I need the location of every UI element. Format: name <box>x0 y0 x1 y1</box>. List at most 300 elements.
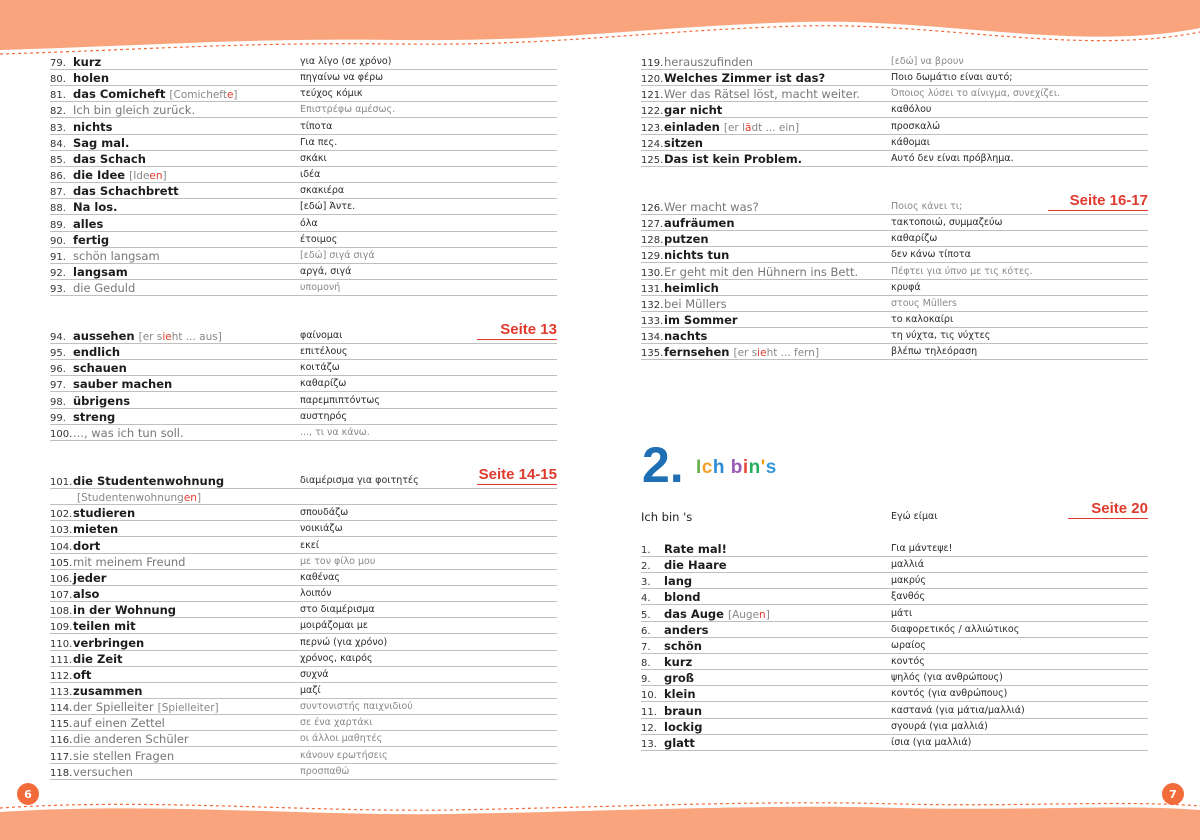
chapter-number: 2. <box>642 437 684 493</box>
german-word: kurz <box>664 655 693 670</box>
vocab-number: 95. <box>50 348 66 360</box>
greek-translation: φαίνομαι <box>300 330 343 341</box>
greek-translation: κρυφά <box>891 281 921 293</box>
vocab-number: 3. <box>641 577 651 589</box>
german-word: sitzen <box>664 135 703 150</box>
greek-translation: κοντός (για ανθρώπους) <box>891 688 1008 700</box>
german-word: teilen mit <box>73 619 136 634</box>
german-word: der Spielleiter <box>73 700 154 715</box>
chapter-title-letter: h <box>712 457 725 478</box>
vocab-row <box>641 718 1148 735</box>
vocab-number: 83. <box>50 122 66 134</box>
vocab-number: 119. <box>641 58 664 69</box>
german-word: das Comicheft <box>73 87 166 102</box>
vocab-number: 98. <box>50 396 66 408</box>
vocab-row <box>50 150 557 167</box>
plural-form: [Augen] <box>727 608 770 621</box>
greek-translation: ψηλός (για ανθρώπους) <box>891 672 1003 684</box>
vocab-row <box>50 424 557 441</box>
german-word: ..., was ich tun soll. <box>73 425 184 440</box>
vocab-row <box>50 666 557 683</box>
german-word: alles <box>73 216 104 231</box>
german-word: Ich bin 's <box>641 510 693 524</box>
german-word: gar nicht <box>664 103 723 118</box>
vocab-row <box>50 408 557 425</box>
plural-form: [er sieht ... fern] <box>733 347 820 360</box>
greek-translation: καθένας <box>300 571 340 583</box>
greek-translation: κοιτάζω <box>300 362 340 374</box>
german-word: auf einen Zettel <box>73 716 165 731</box>
vocab-number: 114. <box>50 703 73 715</box>
vocab-number: 7. <box>641 641 651 653</box>
greek-translation: καθαρίζω <box>300 378 347 390</box>
vocab-number: 117. <box>50 751 73 763</box>
vocab-number: 129. <box>641 251 664 263</box>
greek-translation: μαζί <box>300 684 321 696</box>
chapter-title-letter: c <box>701 457 713 478</box>
vocab-number: 99. <box>50 412 66 424</box>
greek-translation: περνώ (για χρόνο) <box>300 636 388 648</box>
vocab-number: 131. <box>641 283 664 295</box>
german-word: die Geduld <box>73 281 136 296</box>
vocab-number: 9. <box>641 674 651 686</box>
vocab-row <box>50 504 557 521</box>
vocab-row <box>641 295 1148 312</box>
german-word: bei Müllers <box>664 296 727 311</box>
greek-translation: εκεί <box>300 539 320 551</box>
vocab-row <box>641 669 1148 686</box>
page-reference-heading: Seite 14-15 <box>478 466 557 483</box>
vocab-number: 106. <box>50 573 73 585</box>
vocab-number: 91. <box>50 251 66 263</box>
vocab-number: 80. <box>50 74 66 86</box>
greek-translation: διαμέρισμα για φοιτητές <box>300 475 419 486</box>
german-word: putzen <box>664 232 709 247</box>
vocab-number: 84. <box>50 138 66 150</box>
german-word: einladen <box>664 119 720 134</box>
german-word: Welches Zimmer ist das? <box>664 71 826 86</box>
vocab-row <box>50 198 557 215</box>
vocab-number: 133. <box>641 316 664 328</box>
greek-translation: διαφορετικός / αλλιώτικος <box>891 623 1020 635</box>
chapter-subtitle-row <box>641 508 1061 524</box>
german-word: schön <box>664 638 702 653</box>
german-word: nichts tun <box>664 248 730 263</box>
plural-form: [Ideen] <box>129 170 167 183</box>
greek-translation: δεν κάνω τίποτα <box>891 249 971 261</box>
vocab-number: 134. <box>641 332 664 344</box>
german-word: zusammen <box>73 683 143 698</box>
german-word: holen <box>73 71 110 86</box>
vocab-row <box>50 617 557 634</box>
vocab-row <box>641 653 1148 670</box>
vocab-number: 90. <box>50 235 66 247</box>
german-word: nachts <box>664 329 708 344</box>
greek-translation: τεύχος κόμικ <box>300 88 363 100</box>
german-word: die Studentenwohnung <box>73 474 225 488</box>
german-word: herauszufinden <box>664 55 753 69</box>
german-word: nichts <box>73 119 113 134</box>
german-word: die Zeit <box>73 651 123 666</box>
greek-translation: πηγαίνω να φέρω <box>300 72 384 84</box>
vocab-row <box>50 375 557 392</box>
vocab-number: 101. <box>50 477 73 488</box>
page-reference-heading: Seite 16-17 <box>1048 192 1148 211</box>
german-word: lang <box>664 574 693 589</box>
vocab-row <box>641 588 1148 605</box>
vocab-row <box>50 537 557 554</box>
german-word: Sag mal. <box>73 135 130 150</box>
vocab-number: 86. <box>50 171 66 183</box>
vocab-row <box>641 134 1148 151</box>
vocab-number: 135. <box>641 348 664 360</box>
greek-translation: ωραίος <box>891 639 926 651</box>
greek-translation: κάθομαι <box>891 136 931 148</box>
vocab-number: 118. <box>50 767 73 779</box>
vocab-number: 11. <box>641 706 657 718</box>
greek-translation: Όποιος λύσει το αίνιγμα, συνεχίζει. <box>891 88 1061 100</box>
vocab-number: 122. <box>641 106 664 118</box>
german-word: sie stellen Fragen <box>73 748 175 763</box>
chapter-title-letter: i <box>742 457 749 478</box>
greek-translation: σκακιέρα <box>300 185 345 197</box>
greek-translation: τίποτα <box>300 120 333 132</box>
vocab-number: 113. <box>50 686 73 698</box>
greek-translation: Εγώ είμαι <box>891 511 938 522</box>
plural-form: [Spielleiter] <box>157 702 219 715</box>
german-word: jeder <box>73 570 107 585</box>
greek-translation: χρόνος, καιρός <box>300 652 373 664</box>
top-wave-decoration <box>0 0 1200 60</box>
german-word: Na los. <box>73 200 118 215</box>
vocab-row <box>641 214 1148 231</box>
greek-translation: οι άλλοι μαθητές <box>300 733 383 745</box>
greek-translation: καθόλου <box>891 104 932 116</box>
vocab-number: 6. <box>641 625 651 637</box>
vocab-row <box>50 392 557 409</box>
german-word: langsam <box>73 264 128 279</box>
greek-translation: νοικιάζω <box>300 523 343 535</box>
vocab-number: 93. <box>50 284 66 296</box>
german-word: aufräumen <box>664 216 735 231</box>
vocab-number: 104. <box>50 541 73 553</box>
greek-translation: λοιπόν <box>300 588 332 600</box>
german-word: also <box>73 587 100 602</box>
greek-translation: κάνουν ερωτήσεις <box>300 749 388 761</box>
vocab-number: 96. <box>50 364 66 376</box>
vocab-number: 102. <box>50 509 73 521</box>
greek-translation: όλα <box>300 217 318 229</box>
german-word: streng <box>73 409 116 424</box>
german-word: Rate mal! <box>664 542 727 556</box>
german-word: braun <box>664 703 703 718</box>
vocab-row <box>50 85 557 102</box>
vocab-number: 92. <box>50 267 66 279</box>
greek-translation: Ποιο δωμάτιο είναι αυτό; <box>891 72 1013 84</box>
greek-translation: παρεμπιπτόντως <box>300 394 380 406</box>
bottom-wave-decoration <box>0 798 1200 840</box>
chapter-title-letter: s <box>765 457 777 478</box>
german-word: sauber machen <box>73 377 173 392</box>
greek-translation: με τον φίλο μου <box>300 555 376 567</box>
vocab-number: 120. <box>641 74 664 86</box>
german-word: schön langsam <box>73 248 160 263</box>
german-word: das Schach <box>73 151 146 166</box>
vocab-number: 130. <box>641 267 664 279</box>
vocab-row <box>641 85 1148 102</box>
vocab-row <box>641 556 1148 573</box>
chapter-title-letter: n <box>748 457 761 478</box>
greek-translation: [εδώ] να βρουν <box>891 56 964 67</box>
greek-translation: μάτι <box>891 607 913 619</box>
german-word: das Schachbrett <box>73 184 179 199</box>
vocab-number: 111. <box>50 654 73 666</box>
greek-translation: προσπαθώ <box>300 765 350 777</box>
greek-translation: προσκαλώ <box>891 120 941 132</box>
vocab-number: 107. <box>50 590 73 602</box>
vocab-row <box>50 650 557 667</box>
greek-translation: συχνά <box>300 668 329 680</box>
greek-translation: Επιστρέφω αμέσως. <box>300 104 396 116</box>
vocab-row <box>50 520 557 537</box>
vocab-row <box>50 101 557 118</box>
vocab-row <box>641 69 1148 86</box>
greek-translation: μοιράζομαι με <box>300 620 369 632</box>
greek-translation: το καλοκαίρι <box>891 314 954 326</box>
vocab-row <box>641 118 1148 135</box>
german-word: blond <box>664 590 701 605</box>
greek-translation: [εδώ] Άντε. <box>300 201 356 213</box>
vocab-row <box>50 215 557 232</box>
vocab-row <box>50 553 557 570</box>
page-number-right: 7 <box>1162 783 1184 805</box>
vocab-row <box>641 263 1148 280</box>
vocab-row <box>641 279 1148 296</box>
german-word: groß <box>664 671 695 686</box>
greek-translation: καστανά (για μάτια/μαλλιά) <box>891 704 1025 716</box>
german-word: in der Wohnung <box>73 603 176 618</box>
vocab-number: 10. <box>641 690 657 702</box>
vocab-number: 2. <box>641 561 651 573</box>
vocab-row <box>641 572 1148 589</box>
vocab-row <box>641 327 1148 344</box>
vocab-number: 79. <box>50 58 66 69</box>
greek-translation: Για πες. <box>300 136 338 148</box>
vocab-number: 105. <box>50 557 73 569</box>
greek-translation: καθαρίζω <box>891 233 938 245</box>
vocab-number: 1. <box>641 545 651 556</box>
vocab-row <box>50 327 557 344</box>
german-word: fertig <box>73 232 110 247</box>
vocab-number: 103. <box>50 525 73 537</box>
greek-translation: Πέφτει για ύπνο με τις κότες. <box>891 265 1033 277</box>
vocab-row <box>50 247 557 264</box>
vocab-number: 5. <box>641 609 651 621</box>
chapter-title-letter: I <box>696 457 702 478</box>
vocab-row <box>50 118 557 135</box>
vocab-number: 100. <box>50 428 73 440</box>
vocab-row <box>50 359 557 376</box>
vocab-number: 126. <box>641 203 664 214</box>
german-word: verbringen <box>73 635 145 650</box>
vocab-row <box>50 763 557 780</box>
vocab-row <box>641 685 1148 702</box>
greek-translation: Αυτό δεν είναι πρόβλημα. <box>891 152 1014 164</box>
german-word: Wer macht was? <box>664 200 759 214</box>
vocab-row <box>50 488 557 505</box>
vocab-row <box>641 637 1148 654</box>
vocab-row <box>641 230 1148 247</box>
greek-translation: σπουδάζω <box>300 507 349 519</box>
vocab-row <box>50 714 557 731</box>
vocab-row <box>641 734 1148 751</box>
german-word: Er geht mit den Hühnern ins Bett. <box>664 264 859 279</box>
vocab-number: 87. <box>50 187 66 199</box>
vocab-number: 4. <box>641 593 651 605</box>
greek-translation: έτοιμος <box>300 233 338 245</box>
german-word: dort <box>73 538 101 553</box>
vocab-number: 13. <box>641 738 657 750</box>
greek-translation: στο διαμέρισμα <box>300 604 375 616</box>
chapter-title <box>696 457 777 479</box>
vocab-number: 109. <box>50 622 73 634</box>
greek-translation: [εδώ] σιγά σιγά <box>300 249 375 261</box>
vocab-number: 94. <box>50 332 66 343</box>
vocab-row <box>50 134 557 151</box>
greek-translation: επιτέλους <box>300 346 348 358</box>
german-word: schauen <box>73 361 127 376</box>
vocab-row <box>50 698 557 715</box>
greek-translation: σε ένα χαρτάκι <box>300 717 373 729</box>
vocab-number: 116. <box>50 735 73 747</box>
german-word: heimlich <box>664 280 719 295</box>
german-word: die Haare <box>664 558 727 573</box>
vocab-row <box>50 166 557 183</box>
german-word: fernsehen <box>664 345 730 360</box>
greek-translation: βλέπω τηλεόραση <box>891 346 978 358</box>
plural-form: [Studentenwohnungen] <box>77 492 202 505</box>
german-word: mieten <box>73 522 119 537</box>
greek-translation: ίσια (για μαλλιά) <box>891 736 972 748</box>
german-word: übrigens <box>73 393 131 408</box>
greek-translation: υπομονή <box>300 282 341 294</box>
greek-translation: μαλλιά <box>891 559 925 571</box>
german-word: studieren <box>73 506 136 521</box>
vocab-number: 127. <box>641 219 664 231</box>
german-word: versuchen <box>73 764 133 779</box>
greek-translation: στους Müllers <box>891 297 957 309</box>
plural-form: [er sieht ... aus] <box>138 331 222 343</box>
vocab-number: 128. <box>641 235 664 247</box>
greek-translation: τακτοποιώ, συμμαζεύω <box>891 217 1003 229</box>
vocab-row <box>641 605 1148 622</box>
page-reference-heading: Seite 20 <box>1068 500 1148 519</box>
vocab-row <box>50 343 557 360</box>
german-word: endlich <box>73 345 121 360</box>
vocab-row <box>641 343 1148 360</box>
greek-translation: ξανθός <box>891 591 926 603</box>
vocab-number: 8. <box>641 658 651 670</box>
vocab-row <box>641 702 1148 719</box>
vocab-row <box>641 621 1148 638</box>
greek-translation: ιδέα <box>300 169 321 181</box>
vocab-number: 82. <box>50 106 66 118</box>
german-word: Ich bin gleich zurück. <box>73 103 196 118</box>
vocab-number: 97. <box>50 380 66 392</box>
chapter-title-letter: ' <box>760 457 766 478</box>
page-number-left: 6 <box>17 783 39 805</box>
german-word: mit meinem Freund <box>73 554 186 569</box>
german-word: Das ist kein Problem. <box>664 151 803 166</box>
vocab-row <box>50 569 557 586</box>
vocab-number: 125. <box>641 154 664 166</box>
german-word: die anderen Schüler <box>73 732 189 747</box>
german-word: lockig <box>664 719 703 734</box>
german-word: oft <box>73 667 92 682</box>
greek-translation: αργά, σιγά <box>300 265 352 277</box>
greek-translation: σκάκι <box>300 152 327 164</box>
vocab-number: 112. <box>50 670 73 682</box>
greek-translation: Ποιος κάνει τι; <box>891 201 963 212</box>
greek-translation: σγουρά (για μαλλιά) <box>891 720 988 732</box>
greek-translation: μακρύς <box>891 575 927 587</box>
vocab-row <box>641 101 1148 118</box>
vocab-row <box>50 634 557 651</box>
vocab-row <box>641 150 1148 167</box>
chapter-title-letter: b <box>730 457 743 478</box>
vocab-row <box>50 182 557 199</box>
vocab-row <box>641 198 1148 215</box>
vocab-row <box>641 246 1148 263</box>
vocab-row <box>50 231 557 248</box>
german-word: aussehen <box>73 329 135 343</box>
vocab-number: 121. <box>641 90 664 102</box>
vocab-number: 12. <box>641 722 657 734</box>
vocab-row <box>50 53 557 70</box>
vocab-number: 88. <box>50 203 66 215</box>
vocab-number: 115. <box>50 719 73 731</box>
german-word: die Idee <box>73 168 126 183</box>
vocab-row <box>50 682 557 699</box>
vocab-number: 81. <box>50 90 66 102</box>
vocab-number: 124. <box>641 138 664 150</box>
vocab-row <box>641 540 1148 557</box>
greek-translation: Για μάντεψε! <box>891 543 953 554</box>
german-word: Wer das Rätsel löst, macht weiter. <box>664 87 861 102</box>
german-word: glatt <box>664 735 695 750</box>
greek-translation: ..., τι να κάνω. <box>300 426 370 438</box>
greek-translation: κοντός <box>891 656 925 668</box>
plural-form: [Comichefte] <box>169 89 238 102</box>
vocab-number: 110. <box>50 638 73 650</box>
vocab-row <box>641 311 1148 328</box>
vocab-row <box>50 472 557 489</box>
vocab-row <box>50 585 557 602</box>
german-word: anders <box>664 622 709 637</box>
greek-translation: αυστηρός <box>300 410 347 422</box>
german-word: klein <box>664 687 696 702</box>
vocab-row <box>50 263 557 280</box>
vocab-number: 108. <box>50 606 73 618</box>
vocab-row <box>50 747 557 764</box>
greek-translation: τη νύχτα, τις νύχτες <box>891 330 991 342</box>
greek-translation: για λίγο (σε χρόνο) <box>300 56 392 67</box>
vocab-row <box>641 53 1148 70</box>
german-word: im Sommer <box>664 313 738 328</box>
german-word: das Auge <box>664 606 724 621</box>
vocab-row <box>50 601 557 618</box>
plural-form: [er lädt ... ein] <box>723 121 800 134</box>
